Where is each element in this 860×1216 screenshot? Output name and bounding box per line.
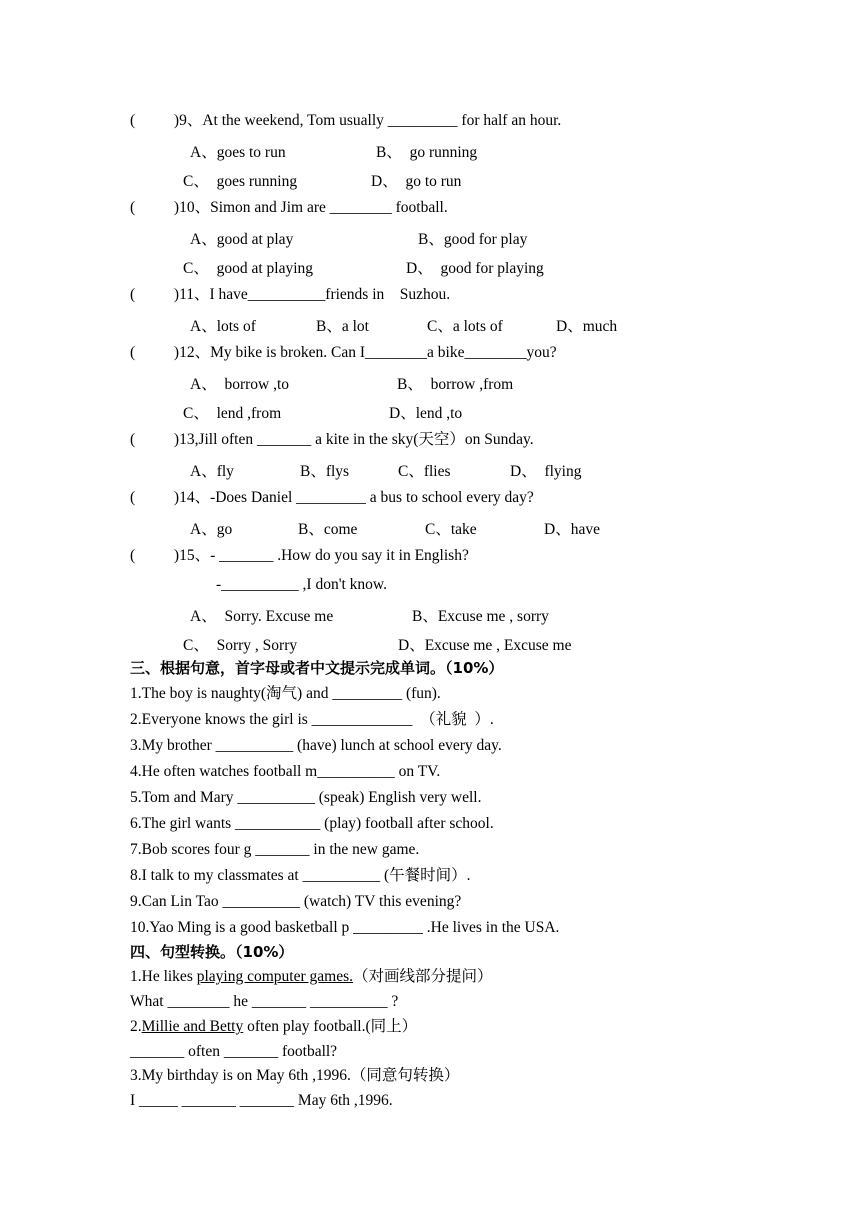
option-d: D、 go to run xyxy=(371,173,462,190)
option-c: C、take xyxy=(425,521,477,538)
transform-item-2 xyxy=(130,1017,417,1037)
option-c: C、 lend ,from xyxy=(183,405,282,422)
underlined-phrase: Millie and Betty xyxy=(141,1018,244,1035)
fill-item-2: 2.Everyone knows the girl is _____________ （礼貌 ）. xyxy=(130,711,494,728)
option-d: D、 good for playing xyxy=(406,260,544,277)
section-3-title: 三、根据句意，首字母或者中文提示完成单词。（10%） xyxy=(130,659,504,677)
fill-item-1: 1.The boy is naughty(淘气) and _________ (fun). xyxy=(130,685,441,702)
question-15-reply: -__________ ,I don't know. xyxy=(216,576,387,593)
option-d: D、much xyxy=(556,318,618,335)
question-9: ( )9、At the weekend, Tom usually _________ for half an hour. xyxy=(130,112,562,129)
transform-item-1 xyxy=(130,967,493,987)
option-d: D、 flying xyxy=(510,463,582,480)
transform-answer-1: What ________ he _______ __________ ? xyxy=(130,993,399,1010)
question-10: ( )10、Simon and Jim are ________ football. xyxy=(130,199,448,216)
fill-item-4: 4.He often watches football m__________ on TV. xyxy=(130,763,441,780)
underlined-phrase: playing computer games. xyxy=(196,968,353,985)
fill-item-3: 3.My brother __________ (have) lunch at school every day. xyxy=(130,737,502,754)
fill-item-6: 6.The girl wants ___________ (play) football after school. xyxy=(130,815,494,832)
transform-answer-2: _______ often _______ football? xyxy=(130,1043,338,1060)
fill-item-10: 10.Yao Ming is a good basketball p _________ .He lives in the USA. xyxy=(130,919,560,936)
option-a: A、fly xyxy=(190,463,234,480)
item-text: 1.He likes xyxy=(130,968,197,985)
instruction: （对画线部分提问） xyxy=(352,968,493,985)
transform-item-3: 3.My birthday is on May 6th ,1996.（同意句转换） xyxy=(130,1067,460,1084)
option-b: B、 go running xyxy=(376,144,478,161)
option-b: B、flys xyxy=(300,463,350,480)
option-a: A、go xyxy=(190,521,233,538)
option-c: C、a lots of xyxy=(427,318,503,335)
option-c: C、 goes running xyxy=(183,173,298,190)
section-4-title: 四、句型转换。（10%） xyxy=(130,943,294,961)
question-11: ( )11、I have__________friends in Suzhou. xyxy=(130,286,451,303)
option-c: C、 Sorry , Sorry xyxy=(183,637,298,654)
option-c: C、flies xyxy=(398,463,451,480)
option-b: B、good for play xyxy=(418,231,528,248)
option-a: A、 borrow ,to xyxy=(190,376,290,393)
fill-item-5: 5.Tom and Mary __________ (speak) English very well. xyxy=(130,789,482,806)
question-15: ( )15、- _______ .How do you say it in English? xyxy=(130,547,469,564)
option-b: B、come xyxy=(298,521,358,538)
fill-item-8: 8.I talk to my classmates at __________ (午餐时间）. xyxy=(130,867,471,884)
option-a: A、goes to run xyxy=(190,144,286,161)
option-c: C、 good at playing xyxy=(183,260,314,277)
option-b: B、a lot xyxy=(316,318,369,335)
option-b: B、 borrow ,from xyxy=(397,376,514,393)
option-a: A、lots of xyxy=(190,318,256,335)
option-b: B、Excuse me , sorry xyxy=(412,608,549,625)
question-14: ( )14、-Does Daniel _________ a bus to school every day? xyxy=(130,489,534,506)
option-a: A、good at play xyxy=(190,231,294,248)
option-a: A、 Sorry. Excuse me xyxy=(190,608,334,625)
option-d: D、have xyxy=(544,521,600,538)
option-d: D、lend ,to xyxy=(389,405,463,422)
question-12: ( )12、My bike is broken. Can I________a bike________you? xyxy=(130,344,557,361)
fill-item-7: 7.Bob scores four g _______ in the new game. xyxy=(130,841,420,858)
transform-answer-3: I _____ _______ _______ May 6th ,1996. xyxy=(130,1092,393,1109)
instruction: often play football.(同上） xyxy=(243,1018,418,1035)
fill-item-9: 9.Can Lin Tao __________ (watch) TV this evening? xyxy=(130,893,462,910)
item-text: 2. xyxy=(130,1018,142,1035)
question-13: ( )13,Jill often _______ a kite in the sky(天空）on Sunday. xyxy=(130,431,534,448)
option-d: D、Excuse me , Excuse me xyxy=(398,637,572,654)
